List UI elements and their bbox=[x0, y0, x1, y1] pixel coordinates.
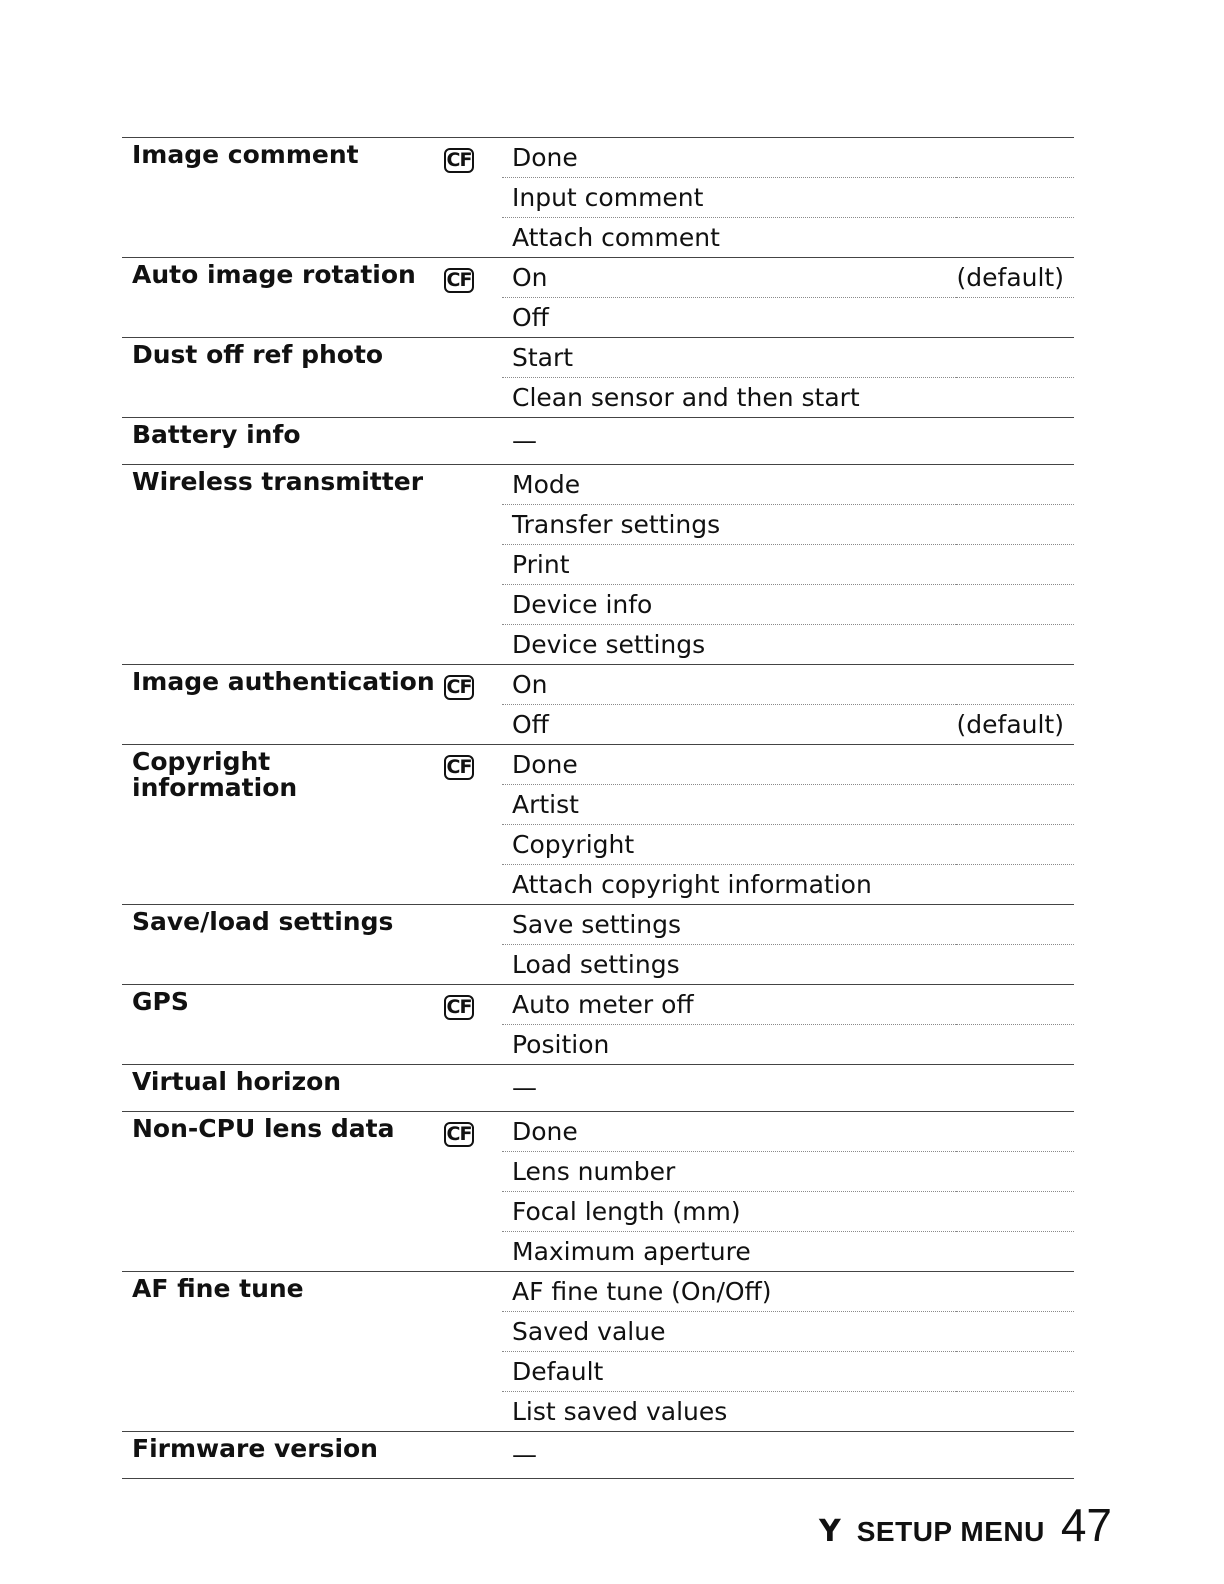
icon-cell bbox=[444, 338, 502, 418]
option-label: Device settings bbox=[502, 625, 956, 665]
default-note: (default) bbox=[956, 705, 1074, 745]
default-note bbox=[956, 945, 1074, 985]
setup-menu-table bbox=[122, 137, 1074, 1479]
cf-icon: CF bbox=[444, 148, 474, 173]
default-note bbox=[956, 378, 1074, 418]
menu-item-label: Virtual horizon bbox=[122, 1065, 444, 1112]
table-row bbox=[122, 138, 1074, 178]
table-row bbox=[122, 338, 1074, 378]
option-label: Auto meter off bbox=[502, 985, 956, 1025]
page-number: 47 bbox=[1060, 1499, 1112, 1551]
menu-item-label: Image comment bbox=[122, 138, 444, 258]
option-label: — bbox=[502, 1065, 956, 1112]
default-note bbox=[956, 745, 1074, 785]
default-note bbox=[956, 418, 1074, 465]
default-note bbox=[956, 465, 1074, 505]
icon-cell bbox=[444, 138, 502, 258]
option-label: Transfer settings bbox=[502, 505, 956, 545]
option-label: Off bbox=[502, 705, 956, 745]
table-row bbox=[122, 418, 1074, 465]
menu-item-label: Dust off ref photo bbox=[122, 338, 444, 418]
icon-cell bbox=[444, 1432, 502, 1479]
default-note bbox=[956, 1352, 1074, 1392]
default-note bbox=[956, 825, 1074, 865]
option-label: Attach copyright information bbox=[502, 865, 956, 905]
table-row bbox=[122, 1065, 1074, 1112]
option-label: Copyright bbox=[502, 825, 956, 865]
option-label: Mode bbox=[502, 465, 956, 505]
default-note bbox=[956, 1312, 1074, 1352]
default-note bbox=[956, 505, 1074, 545]
table-row bbox=[122, 665, 1074, 705]
menu-item-label: Copyright information bbox=[122, 745, 444, 905]
default-note bbox=[956, 905, 1074, 945]
option-label: Position bbox=[502, 1025, 956, 1065]
option-label: — bbox=[502, 418, 956, 465]
option-label: On bbox=[502, 665, 956, 705]
default-note bbox=[956, 665, 1074, 705]
option-label: Done bbox=[502, 138, 956, 178]
menu-item-label: Wireless transmitter bbox=[122, 465, 444, 665]
icon-cell bbox=[444, 985, 502, 1065]
option-label: Focal length (mm) bbox=[502, 1192, 956, 1232]
default-note bbox=[956, 625, 1074, 665]
icon-cell bbox=[444, 1272, 502, 1432]
table-row bbox=[122, 985, 1074, 1025]
page-footer bbox=[819, 1498, 1112, 1558]
default-note bbox=[956, 178, 1074, 218]
default-note bbox=[956, 545, 1074, 585]
default-note bbox=[956, 298, 1074, 338]
icon-cell bbox=[444, 905, 502, 985]
default-note bbox=[956, 1232, 1074, 1272]
default-note bbox=[956, 985, 1074, 1025]
menu-item-label: Firmware version bbox=[122, 1432, 444, 1479]
default-note bbox=[956, 338, 1074, 378]
default-note bbox=[956, 1272, 1074, 1312]
option-label: Print bbox=[502, 545, 956, 585]
default-note bbox=[956, 1025, 1074, 1065]
cf-icon: CF bbox=[444, 755, 474, 780]
cf-icon: CF bbox=[444, 1122, 474, 1147]
cf-icon: CF bbox=[444, 675, 474, 700]
option-label: On bbox=[502, 258, 956, 298]
option-label: Attach comment bbox=[502, 218, 956, 258]
default-note bbox=[956, 218, 1074, 258]
default-note bbox=[956, 1432, 1074, 1479]
menu-item-label: Non-CPU lens data bbox=[122, 1112, 444, 1272]
option-label: Done bbox=[502, 745, 956, 785]
menu-item-label: Auto image rotation bbox=[122, 258, 444, 338]
section-title: SETUP MENU bbox=[856, 1516, 1045, 1547]
cf-icon: CF bbox=[444, 995, 474, 1020]
option-label: — bbox=[502, 1432, 956, 1479]
default-note bbox=[956, 1392, 1074, 1432]
icon-cell bbox=[444, 465, 502, 665]
option-label: Input comment bbox=[502, 178, 956, 218]
option-label: Saved value bbox=[502, 1312, 956, 1352]
default-note bbox=[956, 1152, 1074, 1192]
table-row bbox=[122, 1112, 1074, 1152]
wrench-icon: Y bbox=[819, 1514, 841, 1549]
default-note bbox=[956, 585, 1074, 625]
option-label: List saved values bbox=[502, 1392, 956, 1432]
default-note bbox=[956, 865, 1074, 905]
option-label: Off bbox=[502, 298, 956, 338]
table-row bbox=[122, 1432, 1074, 1479]
table-row bbox=[122, 1272, 1074, 1312]
table-row bbox=[122, 258, 1074, 298]
default-note bbox=[956, 138, 1074, 178]
menu-item-label: Battery info bbox=[122, 418, 444, 465]
icon-cell bbox=[444, 1065, 502, 1112]
icon-cell bbox=[444, 1112, 502, 1272]
default-note bbox=[956, 1112, 1074, 1152]
option-label: Maximum aperture bbox=[502, 1232, 956, 1272]
menu-item-label: GPS bbox=[122, 985, 444, 1065]
table-row bbox=[122, 745, 1074, 785]
icon-cell bbox=[444, 418, 502, 465]
default-note bbox=[956, 1192, 1074, 1232]
option-label: Lens number bbox=[502, 1152, 956, 1192]
option-label: Save settings bbox=[502, 905, 956, 945]
option-label: Load settings bbox=[502, 945, 956, 985]
menu-item-label: Save/load settings bbox=[122, 905, 444, 985]
default-note bbox=[956, 1065, 1074, 1112]
option-label: AF fine tune (On/Off) bbox=[502, 1272, 956, 1312]
option-label: Default bbox=[502, 1352, 956, 1392]
menu-item-label: Image authentication bbox=[122, 665, 444, 745]
option-label: Device info bbox=[502, 585, 956, 625]
table-row bbox=[122, 905, 1074, 945]
table-row bbox=[122, 465, 1074, 505]
cf-icon: CF bbox=[444, 268, 474, 293]
icon-cell bbox=[444, 745, 502, 905]
option-label: Clean sensor and then start bbox=[502, 378, 956, 418]
menu-item-label: AF fine tune bbox=[122, 1272, 444, 1432]
default-note: (default) bbox=[956, 258, 1074, 298]
option-label: Start bbox=[502, 338, 956, 378]
default-note bbox=[956, 785, 1074, 825]
icon-cell bbox=[444, 258, 502, 338]
icon-cell bbox=[444, 665, 502, 745]
option-label: Artist bbox=[502, 785, 956, 825]
option-label: Done bbox=[502, 1112, 956, 1152]
